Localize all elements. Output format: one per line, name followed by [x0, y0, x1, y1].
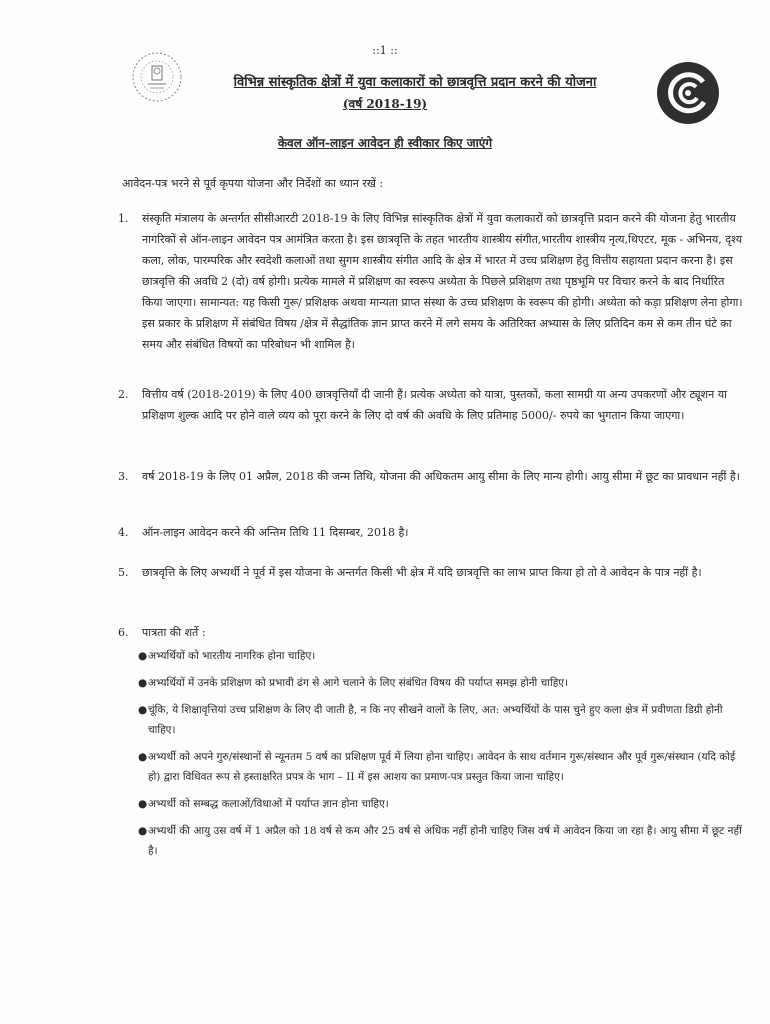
intro-text: आवेदन-पत्र भरने से पूर्व कृपया योजना और निर्देशों का ध्यान रखें : [122, 177, 384, 190]
clause-5 [118, 562, 748, 583]
bullet-icon: ● [138, 650, 148, 662]
clause-text: छात्रवृत्ति के लिए अभ्यर्थी ने पूर्व में इस योजना के अन्तर्गत किसी भी क्षेत्र में यदि छात्रवृत्ति का लाभ प्राप्त किया हो तो वे आवेदन के पात्र नहीं है। [142, 566, 702, 579]
eligibility-text: अभ्यर्थियों को भारतीय नागरिक होना चाहिए। [148, 650, 316, 662]
eligibility-text: अभ्यर्थी को अपने गुरु/संस्थानों से न्यूनतम 5 वर्ष का प्रशिक्षण पूर्व में लिया होना चाहिए। आवेदन के साथ वर्तमान गुरू/संस्थान और पूर्व गुरू/संस्थान (यदि कोई हो) द्वारा विधिवत रूप से हस्ताक्षरित प्रपत्र के भाग – II में इस आशय का प्रमाण-पत्र प्रस्तुत किया जाना चाहिए। [148, 751, 736, 783]
clause-number: 1. [118, 212, 129, 225]
bullet-icon: ● [138, 704, 148, 716]
clause-number: 4. [118, 526, 129, 539]
bullet-icon: ● [138, 825, 148, 837]
ccrt-logo-icon [655, 60, 721, 126]
clause-number: 5. [118, 566, 129, 579]
clause-number: 2. [118, 388, 129, 401]
clause-1 [118, 208, 748, 355]
eligibility-text: अभ्यर्थी को सम्बद्ध कलाओं/विधाओं में पर्याप्त ज्ञान होना चाहिए। [148, 798, 389, 810]
eligibility-item [138, 821, 750, 861]
clause-3 [118, 466, 748, 487]
bullet-icon: ● [138, 751, 148, 763]
document-title: विभिन्न सांस्कृतिक क्षेत्रों में युवा कलाकारों को छात्रवृत्ति प्रदान करने की योजना [233, 75, 597, 90]
eligibility-item [138, 794, 750, 814]
clause-text: संस्कृति मंत्रालय के अन्तर्गत सीसीआरटी 2018-19 के लिए विभिन्न सांस्कृतिक क्षेत्रों में युवा कलाकारों को छात्रवृत्ति प्रदान करने की योजना हेतु भारतीय नागरिकों से ऑन-लाइन आवेदन पत्र आमंत्रित करता है। इस छात्रवृत्ति के तहत भारतीय शास्त्रीय संगीत,भारतीय शास्त्रीय नृत्य,थिएटर, मूक - अभिनय, दृश्य कला, लोक, पारम्परिक और स्वदेशी कलाओं तथा सुगम शास्त्रीय संगीत आदि के क्षेत्र में भारत में उच्च प्रशिक्षण हेतु वित्तीय सहायता प्रदान करना है। इस छात्रवृत्ति की अवधि 2 (दो) वर्ष होगी। प्रत्येक मामले में प्रशिक्षण का स्वरूप अध्येता के पिछले प्रशिक्षण तथा पृष्ठभूमि पर विचार करने के बाद निर्धारित किया जाएगा। सामान्यत: यह किसी गुरू/ प्रशिक्षक अथवा मान्यता प्राप्त संस्था के उच्च प्रशिक्षण के स्वरूप की होगी। अध्येता को कड़ा प्रशिक्षण लेना होगा। इस प्रकार के प्रशिक्षण में संबंधित विषय /क्षेत्र में सैद्धांतिक ज्ञान प्राप्त करने में लगे समय के अतिरिक्त अभ्यास के लिए प्रतिदिन कम से कम तीन घंटे का समय और संबंधित विषयों का परिबोधन भी शामिल है। [142, 212, 743, 351]
eligibility-item [138, 700, 750, 740]
eligibility-item [138, 747, 750, 787]
clause-text: वर्ष 2018-19 के लिए 01 अप्रैल, 2018 की जन्म तिथि, योजना की अधिकतम आयु सीमा के लिए मान्य होगी। आयु सीमा में छूट का प्रावधान नहीं है। [142, 470, 740, 483]
clause-text: वित्तीय वर्ष (2018-2019) के लिए 400 छात्रवृत्तियाँ दी जानी हैं। प्रत्येक अध्येता को यात्रा, पुस्तकों, कला सामग्री या अन्य उपकरणों और ट्यूशन या प्रशिक्षण शुल्क आदि पर होने वाले व्यय को पूरा करने के लिए दो वर्ष की अवधि के लिए प्रतिमाह 5000/- रुपये का भुगतान किया जाएगा। [142, 388, 727, 422]
eligibility-item [138, 673, 750, 693]
bullet-icon: ● [138, 798, 148, 810]
clause-text: पात्रता की शर्ते : [142, 626, 206, 639]
clause-4 [118, 522, 748, 543]
bullet-icon: ● [138, 677, 148, 689]
clause-number: 3. [118, 470, 129, 483]
eligibility-text: अभ्यर्थी की आयु उस वर्ष में 1 अप्रैल को 18 वर्ष से कम और 25 वर्ष से अधिक नहीं होनी चाहिए जिस वर्ष में आवेदन किया जा रहा है। आयु सीमा में छूट नहीं है। [148, 825, 742, 857]
eligibility-text: चूंकि, ये शिक्षावृत्तियां उच्च प्रशिक्षण के लिए दी जाती है, न कि नए सीखने वालों के लिए, अत: अभ्यर्थियों के पास चुने हुए कला क्षेत्र में प्रवीणता डिग्री होनी चाहिए। [148, 704, 723, 736]
clause-text: ऑन-लाइन आवेदन करने की अन्तिम तिथि 11 दिसम्बर, 2018 है। [142, 526, 409, 539]
eligibility-text: अभ्यर्थियों में उनके प्रशिक्षण को प्रभावी ढंग से आगे चलाने के लिए संबंधित विषय की पर्याप्त समझ होनी चाहिए। [148, 677, 569, 689]
eligibility-item [138, 646, 750, 666]
eligibility-list [138, 646, 750, 868]
online-application-note: केवल ऑन-लाइन आवेदन ही स्वीकार किए जाएंगे [277, 136, 493, 150]
clause-6 [118, 622, 748, 643]
clause-2 [118, 384, 748, 426]
page-number: ::1 :: [372, 44, 398, 57]
document-year: (वर्ष 2018-19) [342, 97, 428, 111]
clause-number: 6. [118, 626, 129, 639]
